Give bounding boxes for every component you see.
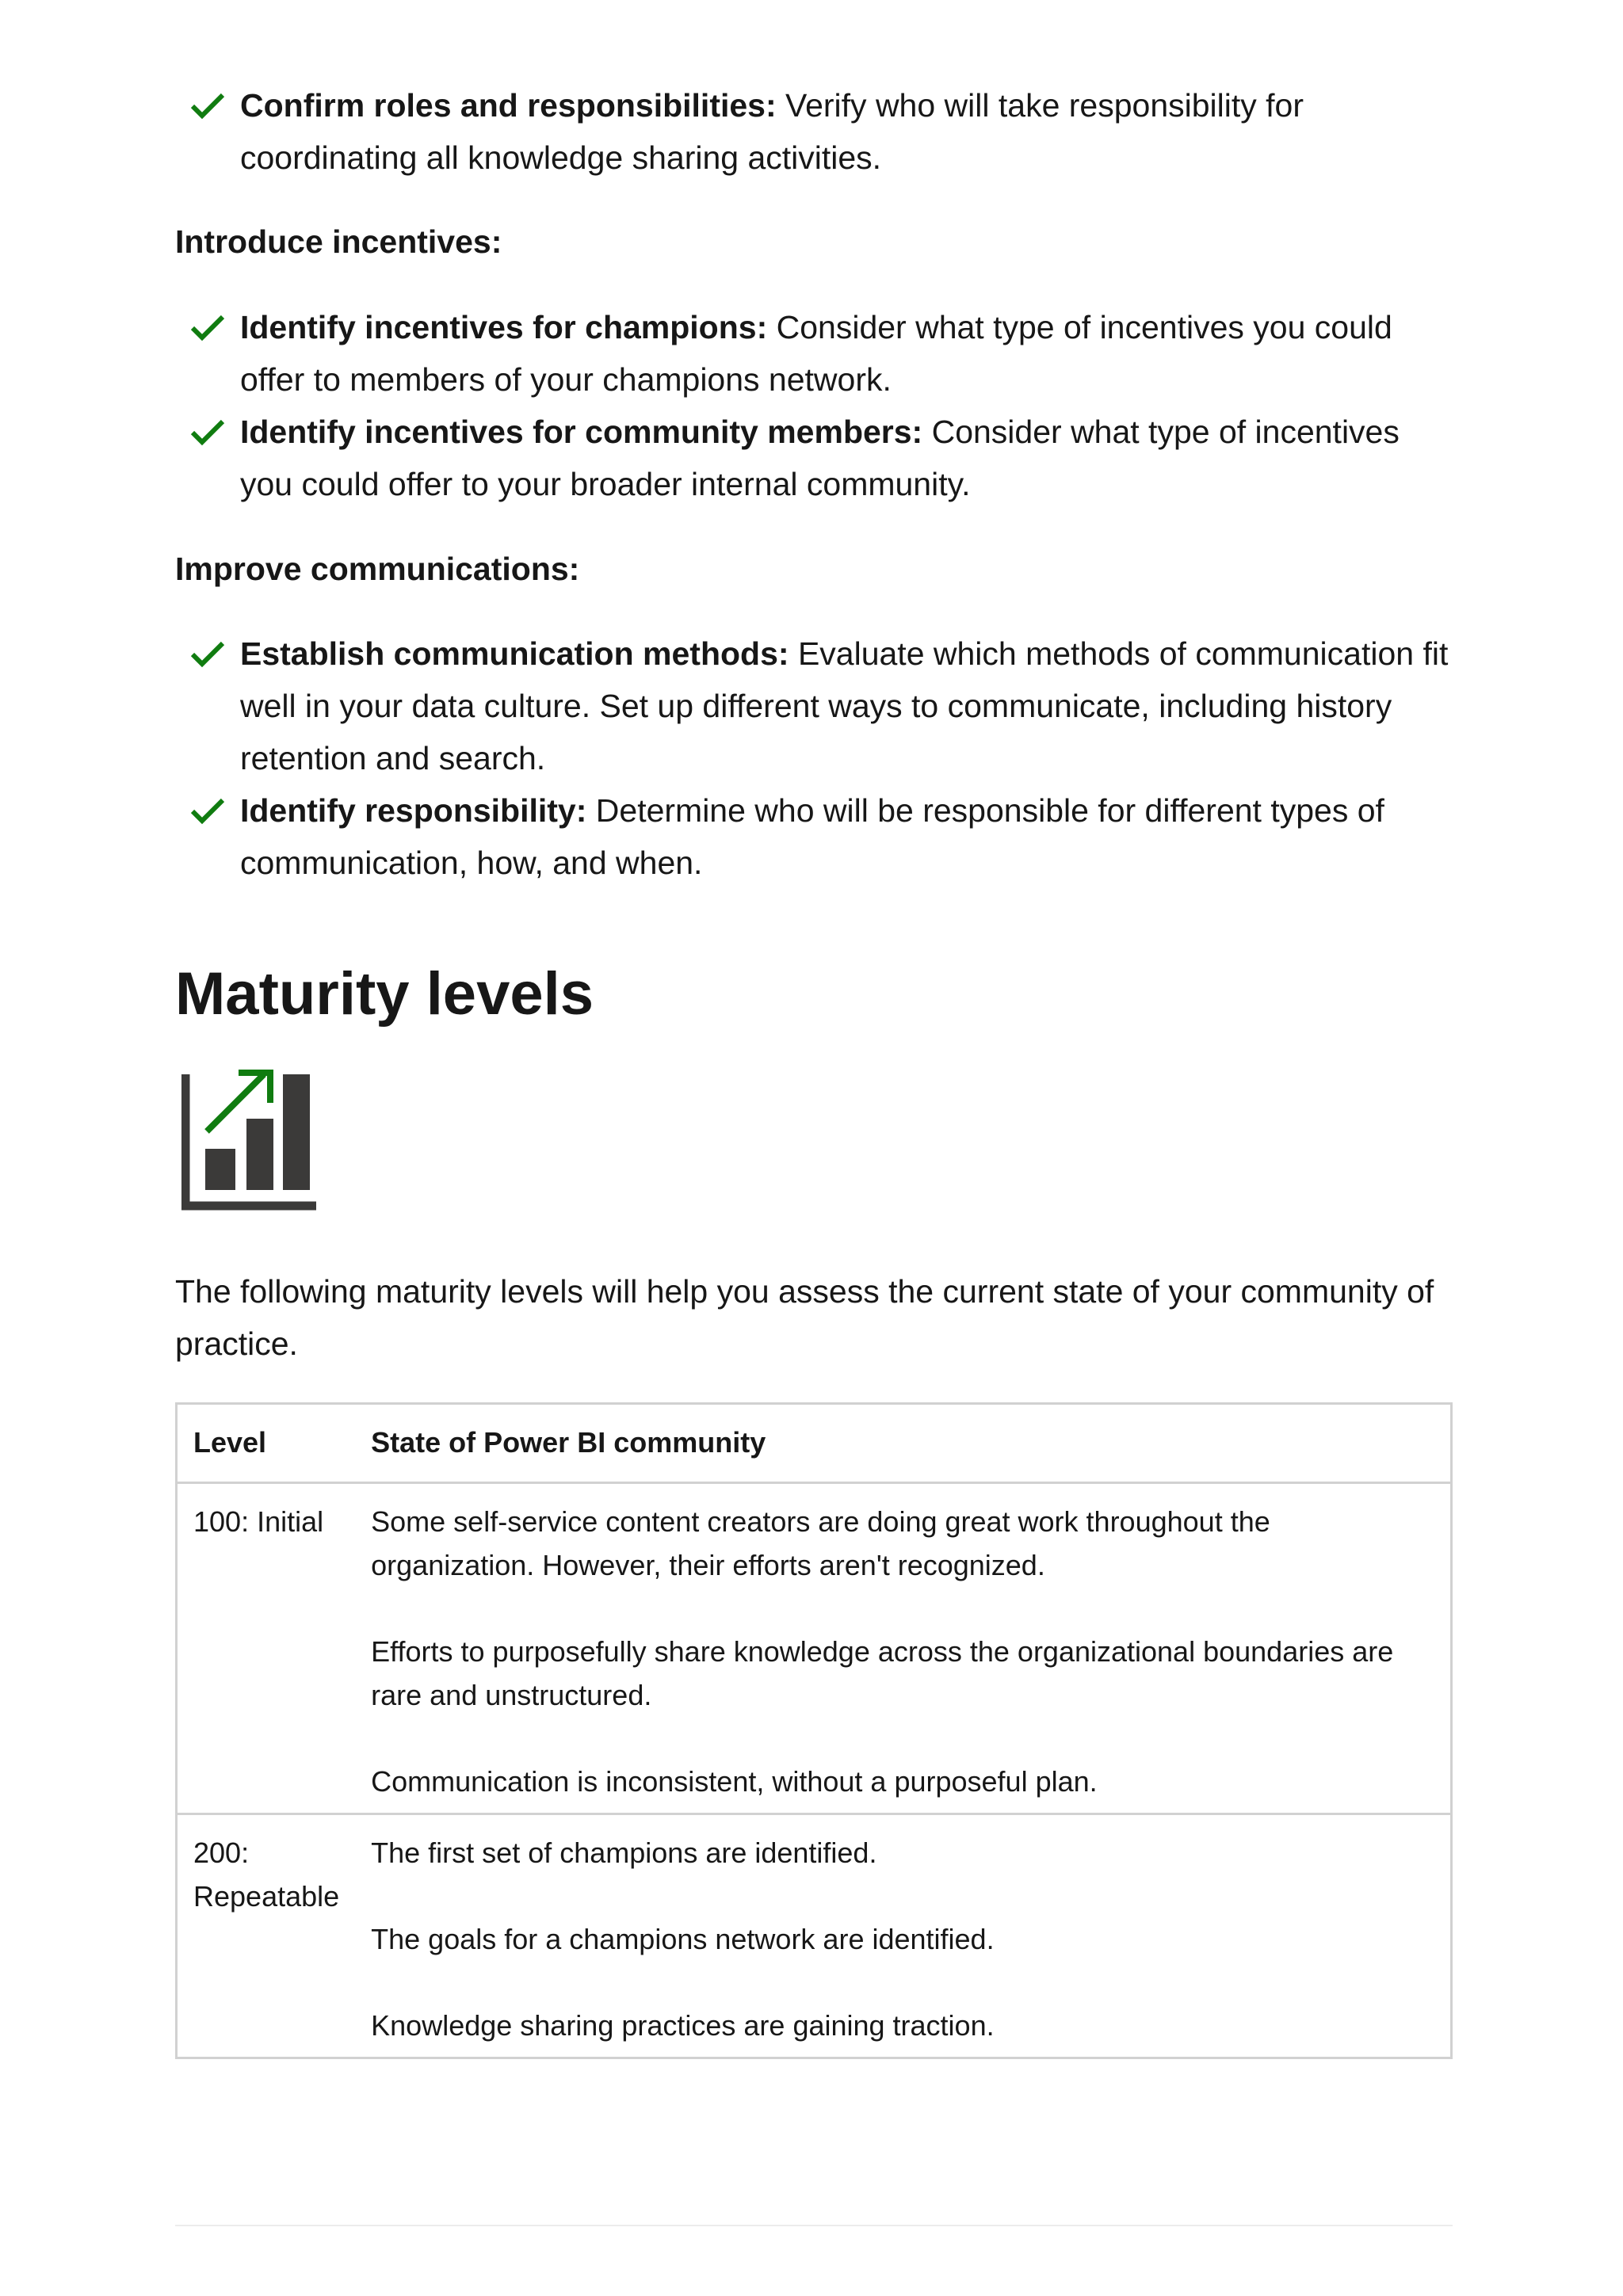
state-paragraph: Communication is inconsistent, without a purposeful plan. [371, 1765, 1098, 1798]
checkmark-icon [189, 90, 226, 120]
maturity-intro-paragraph: The following maturity levels will help you assess the current state of your community of practice. [175, 1273, 1434, 1362]
item-lead: Identify responsibility: [240, 792, 587, 829]
state-paragraph: Efforts to purposefully share knowledge across the organizational boundaries are rare and unstructured. [371, 1635, 1394, 1711]
incentives-heading: Introduce incentives: [175, 223, 502, 260]
maturity-levels-table [175, 1402, 1453, 2059]
column-header-level: Level [177, 1404, 356, 1483]
communications-heading: Improve communications: [175, 551, 580, 587]
item-text: Consider what type of incentives you could offer to members of your champions network. [240, 309, 1392, 398]
state-cell [355, 1814, 1451, 2058]
item-lead: Confirm roles and responsibilities: [240, 87, 777, 124]
roles-checklist [175, 79, 1453, 184]
checkmark-icon [189, 795, 226, 826]
item-text: Determine who will be responsible for different types of communication, how, and when. [240, 792, 1384, 881]
state-paragraph: The goals for a champions network are identified. [371, 1923, 995, 1955]
footer-divider [175, 2225, 1453, 2226]
item-lead: Identify incentives for community members: [240, 414, 923, 450]
maturity-levels-heading: Maturity levels [175, 960, 594, 1028]
checkmark-icon [189, 639, 226, 669]
level-cell: 200: Repeatable [177, 1814, 356, 2058]
checkmark-icon [189, 417, 226, 447]
state-paragraph: The first set of champions are identified. [371, 1836, 877, 1869]
state-paragraph: Knowledge sharing practices are gaining traction. [371, 2009, 995, 2042]
checklist-item-community-incentives [175, 406, 1453, 510]
column-header-state: State of Power BI community [355, 1404, 1451, 1483]
checklist-item-champion-incentives [175, 301, 1453, 406]
item-text: Consider what type of incentives you could offer to your broader internal community. [240, 414, 1400, 502]
communications-checklist [175, 627, 1453, 889]
state-cell [355, 1483, 1451, 1814]
level-cell: 100: Initial [177, 1483, 356, 1814]
item-text: Evaluate which methods of communication fit well in your data culture. Set up different ways to communicate, including history retention and search. [240, 635, 1449, 776]
item-lead: Establish communication methods: [240, 635, 789, 672]
item-lead: Identify incentives for champions: [240, 309, 768, 345]
table-header-row [177, 1404, 1452, 1483]
incentives-checklist [175, 301, 1453, 510]
table-row [177, 1483, 1452, 1814]
table-row [177, 1814, 1452, 2058]
state-paragraph: Some self-service content creators are doing great work throughout the organization. However, their efforts aren't recognized. [371, 1505, 1270, 1581]
checkmark-icon [189, 312, 226, 342]
checklist-item-communication-methods [175, 627, 1453, 784]
checklist-item-responsibility [175, 784, 1453, 889]
maturity-chart-icon [181, 1070, 319, 1212]
item-text: Verify who will take responsibility for coordinating all knowledge sharing activities. [240, 87, 1304, 176]
checklist-item-confirm-roles [175, 79, 1453, 184]
